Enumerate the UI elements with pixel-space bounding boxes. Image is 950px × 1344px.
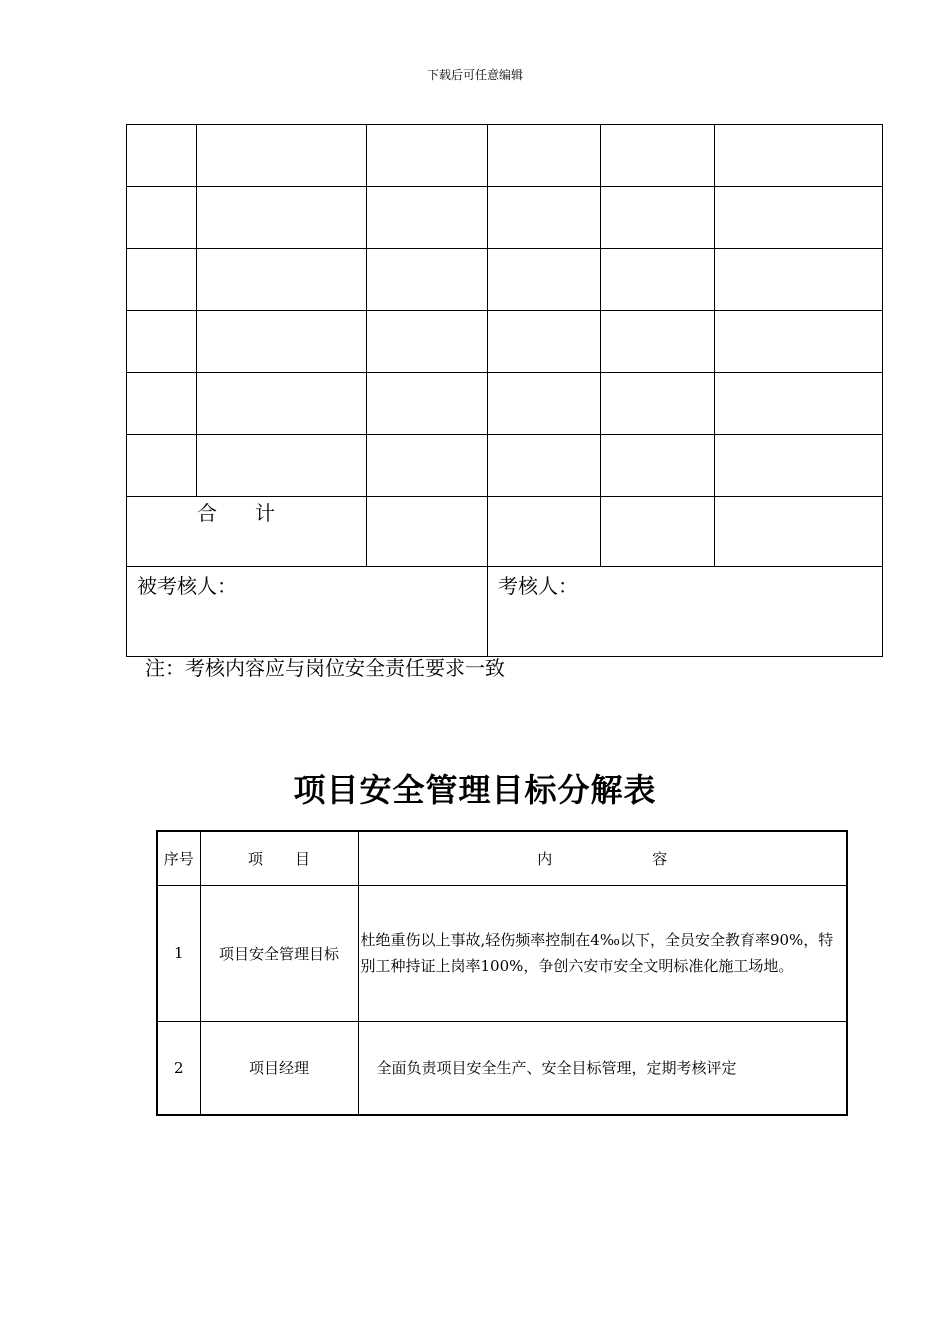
table-cell bbox=[488, 311, 601, 373]
row-content: 全面负责项目安全生产、安全目标管理，定期考核评定 bbox=[358, 1021, 847, 1115]
assessee-label: 被考核人： bbox=[137, 574, 237, 598]
assessment-table bbox=[126, 124, 883, 657]
table-cell bbox=[601, 125, 715, 187]
total-label bbox=[127, 497, 367, 567]
table-cell bbox=[127, 311, 197, 373]
table-cell bbox=[488, 125, 601, 187]
table-cell bbox=[127, 187, 197, 249]
header-content-b: 容 bbox=[652, 849, 668, 868]
table-cell bbox=[601, 497, 715, 567]
footnote: 注：考核内容应与岗位安全责任要求一致 bbox=[145, 656, 505, 680]
total-label-a: 合 bbox=[197, 501, 219, 525]
header-content-a: 内 bbox=[537, 849, 553, 868]
header-item-a: 项 bbox=[247, 849, 263, 868]
table-row bbox=[127, 187, 883, 249]
table-cell bbox=[488, 435, 601, 497]
table-cell bbox=[197, 311, 367, 373]
table-cell bbox=[601, 187, 715, 249]
table-cell bbox=[366, 125, 487, 187]
table-row bbox=[127, 125, 883, 187]
table-cell bbox=[366, 187, 487, 249]
table-cell bbox=[715, 125, 883, 187]
table-cell bbox=[197, 125, 367, 187]
row-item: 项目安全管理目标 bbox=[200, 885, 358, 1021]
page-title: 项目安全管理目标分解表 bbox=[293, 771, 657, 809]
table-cell bbox=[366, 373, 487, 435]
table-header-row bbox=[157, 831, 847, 885]
table-cell bbox=[715, 249, 883, 311]
header-no: 序号 bbox=[157, 831, 200, 885]
total-row bbox=[127, 497, 883, 567]
header-content bbox=[358, 831, 847, 885]
table-row bbox=[127, 311, 883, 373]
table-row bbox=[127, 249, 883, 311]
table-cell bbox=[366, 311, 487, 373]
table-cell bbox=[715, 373, 883, 435]
table-cell bbox=[366, 435, 487, 497]
assessor-label: 考核人： bbox=[498, 574, 578, 598]
assessee-cell bbox=[127, 567, 488, 657]
table-cell bbox=[601, 249, 715, 311]
signature-row bbox=[127, 567, 883, 657]
row-content: 杜绝重伤以上事故,轻伤频率控制在4‰以下，全员安全教育率90%，特别工种持证上岗率100%，争创六安市安全文明标准化施工场地。 bbox=[358, 885, 847, 1021]
header-item-b: 目 bbox=[295, 849, 311, 868]
table-row bbox=[157, 1021, 847, 1115]
row-no: 1 bbox=[157, 885, 200, 1021]
table-cell bbox=[488, 249, 601, 311]
table-cell bbox=[488, 497, 601, 567]
header-note: 下载后可任意编辑 bbox=[426, 68, 523, 82]
table-row bbox=[157, 885, 847, 1021]
table-cell bbox=[127, 125, 197, 187]
table-cell bbox=[488, 187, 601, 249]
table-cell bbox=[127, 249, 197, 311]
row-item: 项目经理 bbox=[200, 1021, 358, 1115]
table-cell bbox=[197, 373, 367, 435]
table-cell bbox=[488, 373, 601, 435]
table-cell bbox=[197, 249, 367, 311]
table-cell bbox=[366, 249, 487, 311]
table-cell bbox=[127, 435, 197, 497]
table-cell bbox=[601, 373, 715, 435]
table-cell bbox=[601, 311, 715, 373]
table-cell bbox=[197, 187, 367, 249]
row-no: 2 bbox=[157, 1021, 200, 1115]
assessor-cell bbox=[488, 567, 883, 657]
total-label-b: 计 bbox=[255, 501, 277, 525]
table-cell bbox=[601, 435, 715, 497]
table-cell bbox=[127, 373, 197, 435]
decomposition-table bbox=[156, 830, 848, 1116]
header-item bbox=[200, 831, 358, 885]
table-cell bbox=[366, 497, 487, 567]
table-cell bbox=[715, 497, 883, 567]
table-cell bbox=[715, 311, 883, 373]
table-cell bbox=[715, 187, 883, 249]
table-cell bbox=[715, 435, 883, 497]
table-cell bbox=[197, 435, 367, 497]
table-row bbox=[127, 373, 883, 435]
table-row bbox=[127, 435, 883, 497]
